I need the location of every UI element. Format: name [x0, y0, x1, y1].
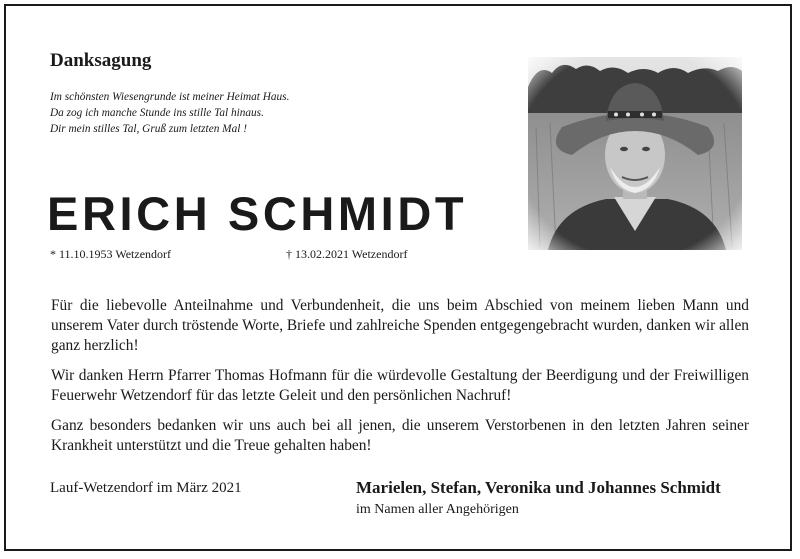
paragraph: Wir danken Herrn Pfarrer Thomas Hofmann für die würdevolle Gestaltung der Beerdigung und der Freiwilligen Feuerwehr Wetzendorf für das letzte Geleit und den persönlichen Nachruf!: [51, 367, 749, 404]
paragraph: Für die liebevolle Anteilnahme und Verbundenheit, die uns beim Abschied von meinem lieben Mann und unserem Vater durch tröstende Worte, Briefe und zahlreiche Spenden entgegengebracht wurden, danken wir allen ganz herzlich!: [51, 297, 749, 354]
portrait-photo: [528, 57, 742, 250]
poem-line: Dir mein stilles Tal, Gruß zum letzten Mal !: [50, 123, 247, 135]
poem-line: Im schönsten Wiesengrunde ist meiner Heimat Haus.: [50, 91, 290, 103]
death-date: † 13.02.2021 Wetzendorf: [286, 247, 408, 261]
signers: Marielen, Stefan, Veronika und Johannes Schmidt: [356, 478, 721, 497]
thank-you-text: [51, 296, 749, 466]
poem-line: Da zog ich manche Stunde ins stille Tal hinaus.: [50, 107, 264, 119]
birth-date: * 11.10.1953 Wetzendorf: [50, 247, 172, 261]
signers-subtitle: im Namen aller Angehörigen: [356, 502, 519, 517]
place-date: Lauf-Wetzendorf im März 2021: [50, 480, 242, 496]
poem: [50, 89, 289, 137]
heading: Danksagung: [50, 50, 152, 71]
deceased-name: ERICH SCHMIDT: [47, 187, 468, 240]
paragraph: Ganz besonders bedanken wir uns auch bei all jenen, die unserem Verstorbenen in den letzten Jahren seiner Krankheit unterstützt und die Treue gehalten haben!: [51, 417, 749, 454]
